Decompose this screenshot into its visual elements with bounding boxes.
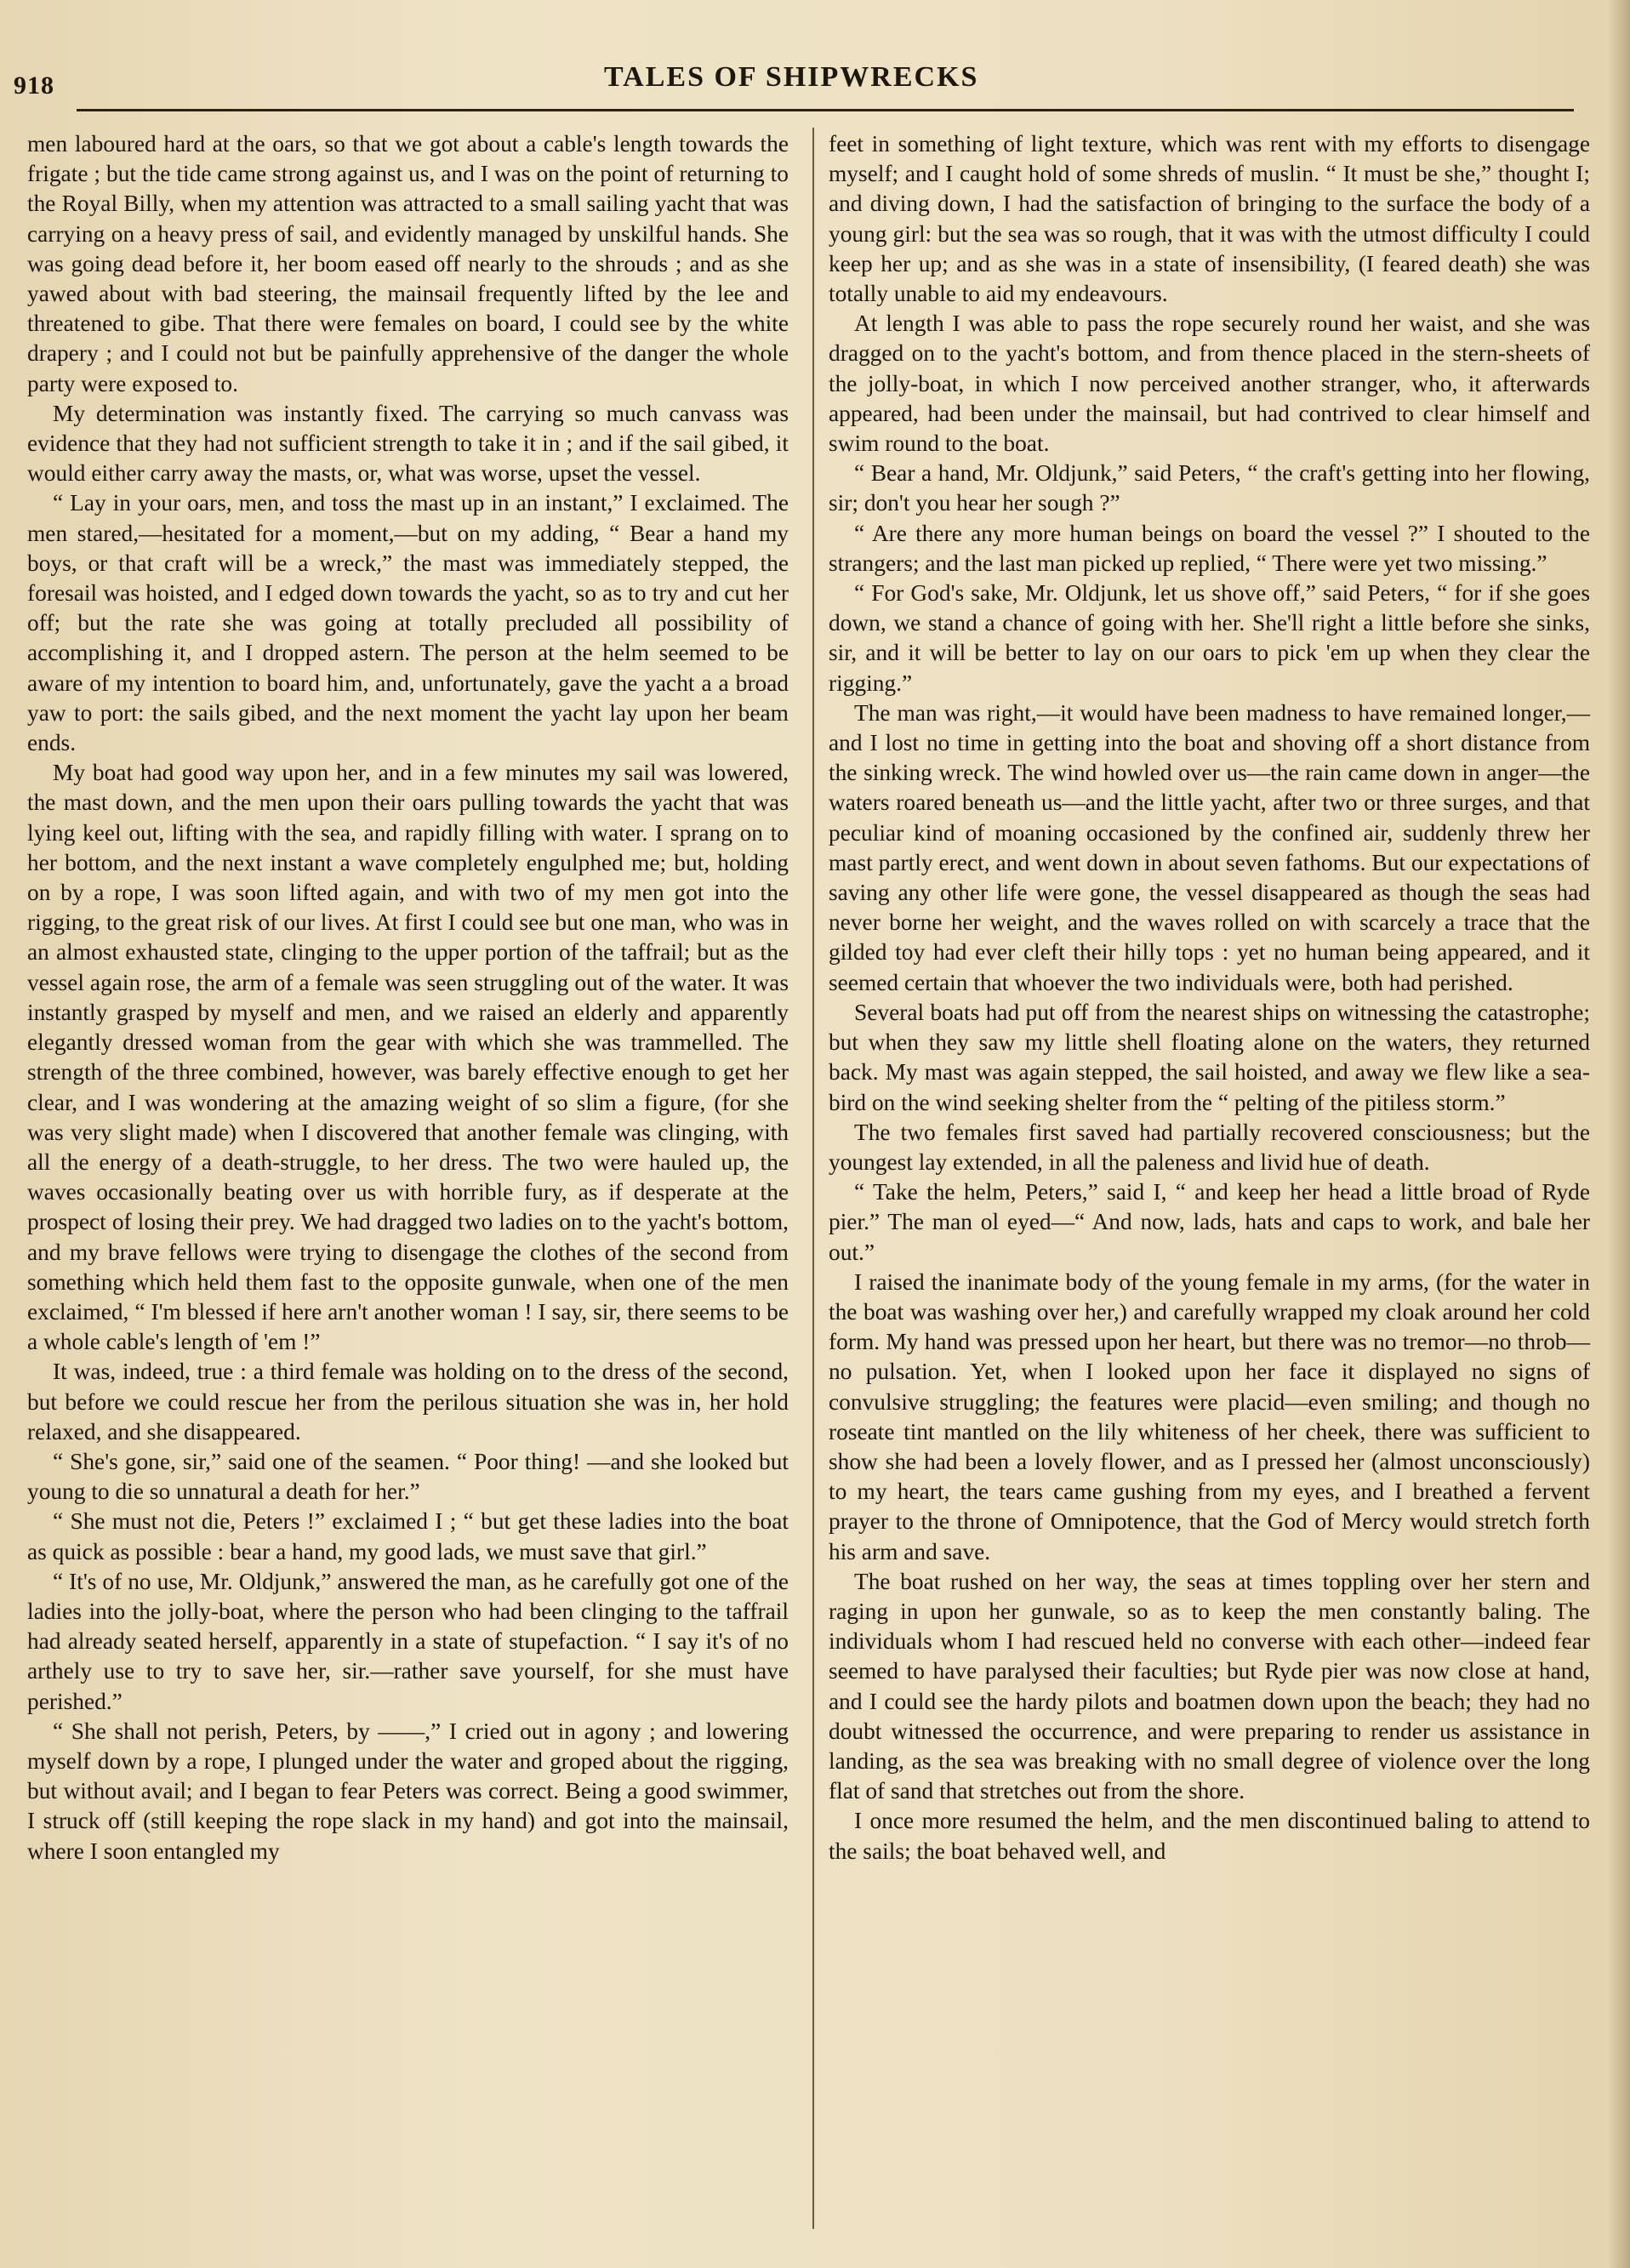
paragraph: The boat rushed on her way, the seas at times toppling over her stern and raging in upon her gunwale, so as to keep the men constantly baling. The individuals whom I had rescued held no converse with each other—indeed fear seemed to have paralysed their faculties; but Ryde pier was now close at hand, and I could see the hardy pilots and boatmen down upon the beach; they had no doubt witnessed the occurrence, and were preparing to render us assistance in landing, as the sea was breaking with no small degree of violence over the long flat of sand that stretches out from the shore. <box>829 1568 1590 1804</box>
paragraph: “ Are there any more human beings on board the vessel ?” I shouted to the strangers; and the last man picked up replied, “ There were yet two missing.” <box>829 520 1590 576</box>
paragraph: My boat had good way upon her, and in a few minutes my sail was lowered, the mast down, and the men upon their oars pulling towards the yacht that was lying keel out, lifting with the sea, and rapidly filling with water. I sprang on to her bottom, and the next instant a wave completely engulphed me; but, holding on by a rope, I was soon lifted again, and with two of my men got into the rigging, to the great risk of our lives. At first I could see but one man, who was in an almost exhausted state, clinging to the upper portion of the taffrail; but as the vessel again rose, the arm of a female was seen struggling out of the water. It was instantly grasped by myself and men, and we raised an elderly and apparently elegantly dressed woman from the gear with which she was trammelled. The strength of the three combined, however, was barely effective enough to get her clear, and I was wondering at the amazing weight of so slim a figure, (for she was very slight made) when I discovered that another female was clinging, with all the energy of a death-struggle, to her dress. The two were hauled up, the waves occasionally beating over us with horrible fury, as if desperate at the prospect of losing their prey. We had dragged two ladies on to the yacht's bottom, and my brave fellows were trying to disengage the clothes of the second from something which held them fast to the opposite gunwale, when one of the men exclaimed, “ I'm blessed if here arn't another woman ! I say, sir, there seems to be a whole cable's length of 'em !” <box>27 760 789 1355</box>
paragraph: The man was right,—it would have been madness to have remained longer,—and I lost no time in getting into the boat and shoving off a short distance from the sinking wreck. The wind howled over us—the rain came down in anger—the waters roared beneath us—and the little yacht, after two or three surges, and that peculiar kind of moaning occasioned by the confined air, suddenly threw her mast partly erect, and went down in about seven fathoms. But our expectations of saving any other life were gone, the vessel disappeared as though the seas had never borne her weight, and the waves rolled on with scarcely a trace that the gilded toy had ever cleft their hilly tops : yet no human being appeared, and it seemed certain that whoever the two individuals were, both had perished. <box>829 699 1590 995</box>
paragraph: men laboured hard at the oars, so that we got about a cable's length towards the frigate ; but the tide came strong against us, and I was on the point of returning to the Royal Billy, when my attention was attracted to a small sailing yacht that was carrying on a heavy press of sail, and evidently managed by unskilful hands. She was going dead before it, her boom eased off nearly to the shrouds ; and as she yawed about with bad steering, the mainsail frequently lifted by the lee and threatened to gibe. That there were females on board, I could see by the white drapery ; and I could not but be painfully apprehensive of the danger the whole party were exposed to. <box>27 131 789 396</box>
paragraph: It was, indeed, true : a third female was holding on to the dress of the second, but before we could rescue her from the perilous situation she was in, her hold relaxed, and she disappeared. <box>27 1359 789 1445</box>
paragraph: “ For God's sake, Mr. Oldjunk, let us shove off,” said Peters, “ for if she goes down, we stand a chance of going with her. She'll right a little before she sinks, sir, and it will be better to lay on our oars to pick 'em up when they clear the rigging.” <box>829 580 1590 696</box>
paragraph: My determination was instantly fixed. The carrying so much canvass was evidence that they had not sufficient strength to take it in ; and if the sail gibed, it would either carry away the masts, or, what was worse, upset the vessel. <box>27 400 789 487</box>
paragraph: “ It's of no use, Mr. Oldjunk,” answered the man, as he carefully got one of the ladies into the jolly-boat, where the person who had been clinging to the taffrail had already seated herself, apparently in a state of stupefaction. “ I say it's of no arthely use to try to save her, sir.—rather save yourself, for she must have perished.” <box>27 1568 789 1714</box>
paragraph: “ Take the helm, Peters,” said I, “ and keep her head a little broad of Ryde pier.” The man ol eyed—“ And now, lads, hats and caps to work, and bale her out.” <box>829 1179 1590 1265</box>
page-number: 918 <box>14 71 54 100</box>
paragraph: Several boats had put off from the nearest ships on witnessing the catastrophe; but when they saw my little shell floating alone on the waters, they returned back. My mast was again stepped, the sail hoisted, and away we flew like a sea-bird on the wind seeking shelter from the “ pelting of the pitiless storm.” <box>829 999 1590 1115</box>
column-divider <box>812 128 814 2229</box>
paragraph: “ She's gone, sir,” said one of the seamen. “ Poor thing! —and she looked but young to die so unnatural a death for her.” <box>27 1448 789 1505</box>
paragraph: “ Bear a hand, Mr. Oldjunk,” said Peters, “ the craft's getting into her flowing, sir; don't you hear her sough ?” <box>829 460 1590 516</box>
running-title: TALES OF SHIPWRECKS <box>604 61 979 93</box>
paragraph: I raised the inanimate body of the young female in my arms, (for the water in the boat was washing over her,) and carefully wrapped my cloak around her cold form. My hand was pressed upon her heart, but there was no tremor—no throb—no pulsation. Yet, when I looked upon her face it displayed no signs of convulsive struggling; the features were placid—even smiling; and though no roseate tint mantled on the lily whiteness of her cheek, there was sufficient to show she had been a lovely flower, and as I pressed her (almost unconsciously) to my heart, the tears came gushing from my eyes, and I breathed a fervent prayer to the throne of Omnipotence, that the God of Mercy would stretch forth his arm and save. <box>829 1268 1590 1564</box>
paragraph: feet in something of light texture, which was rent with my efforts to disengage myself; and I caught hold of some shreds of muslin. “ It must be she,” thought I; and diving down, I had the satisfaction of bringing to the surface the body of a young girl: but the sea was so rough, that it was with the utmost difficulty I could keep her up; and as she was in a state of insensibility, (I feared death) she was totally unable to aid my endeavours. <box>829 131 1590 307</box>
paragraph: “ She must not die, Peters !” exclaimed I ; “ but get these ladies into the boat as quick as possible : bear a hand, my good lads, we must save that girl.” <box>27 1508 789 1564</box>
paragraph: “ She shall not perish, Peters, by ——,” I cried out in agony ; and lowering myself down by a rope, I plunged under the water and groped about the rigging, but without avail; and I began to fear Peters was correct. Being a good swimmer, I struck off (still keeping the rope slack in my hand) and got into the mainsail, where I soon entangled my <box>27 1718 789 1864</box>
header-rule <box>77 109 1574 111</box>
paragraph: “ Lay in your oars, men, and toss the mast up in an instant,” I exclaimed. The men stared,—hesitated for a moment,—but on my adding, “ Bear a hand my boys, or that craft will be a wreck,” the mast was immediately stepped, the foresail was hoisted, and I edged down towards the yacht, so as to try and cut her off; but the rate she was going at totally precluded all possibility of accomplishing it, and I dropped astern. The person at the helm seemed to be aware of my intention to board him, and, unfortunately, gave the yacht a a broad yaw to port: the sails gibed, and the next moment the yacht lay upon her beam ends. <box>27 490 789 756</box>
paragraph: I once more resumed the helm, and the men discontinued baling to attend to the sails; the boat behaved well, and <box>829 1808 1590 1864</box>
page-edge-shadow <box>1608 0 1630 2268</box>
paragraph: The two females first saved had partially recovered consciousness; but the youngest lay extended, in all the paleness and livid hue of death. <box>829 1119 1590 1175</box>
paragraph: At length I was able to pass the rope securely round her waist, and she was dragged on to the yacht's bottom, and from thence placed in the stern-sheets of the jolly-boat, in which I now perceived another stranger, who, it afterwards appeared, had been under the mainsail, but had contrived to clear himself and swim round to the boat. <box>829 311 1590 457</box>
left-column <box>27 129 789 1866</box>
page-header <box>0 54 1630 114</box>
right-column <box>829 129 1590 1866</box>
